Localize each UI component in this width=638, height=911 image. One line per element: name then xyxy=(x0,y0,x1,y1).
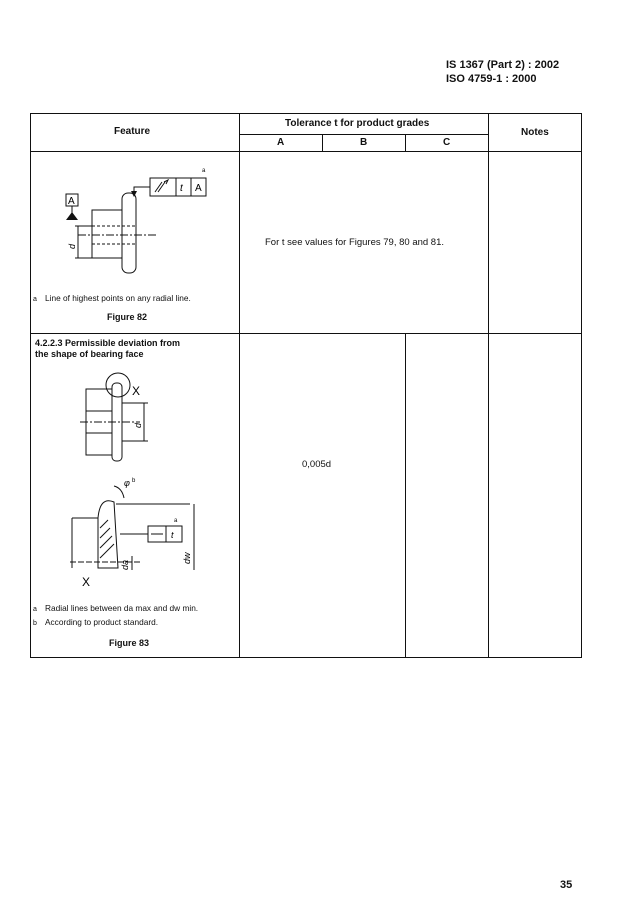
figure-82-caption: Figure 82 xyxy=(107,312,148,322)
page-number: 35 xyxy=(560,879,573,891)
grade-c-header: C xyxy=(443,137,451,148)
grade-a-header: A xyxy=(277,137,285,148)
figure-83-detail-drawing xyxy=(70,478,210,588)
rule-header-bottom xyxy=(31,151,581,152)
rule-bc-row2 xyxy=(405,333,406,657)
fig83d-frame-t: t xyxy=(171,530,174,540)
row2-footnote-b-text: According to product standard. xyxy=(45,617,158,627)
row2-footnote-a-text: Radial lines between da max and dw min. xyxy=(45,603,199,613)
section-title-line1: 4.2.2.3 Permissible deviation from xyxy=(35,338,181,348)
rule-row-separator xyxy=(31,333,581,334)
section-title-line2: the shape of bearing face xyxy=(35,349,144,359)
fig82-datum-triangle xyxy=(66,212,78,220)
fig83d-detail-label: X xyxy=(82,575,91,589)
notes-header: Notes xyxy=(521,127,549,138)
fig83d-hatch3 xyxy=(100,536,112,548)
standard-is-number: IS 1367 (Part 2) : 2002 xyxy=(446,59,560,71)
fig82-leader-arrow xyxy=(131,191,137,197)
figure-83-top-drawing xyxy=(80,375,200,475)
feature-header: Feature xyxy=(114,126,151,137)
runout-icon xyxy=(155,180,168,192)
figure-83-caption: Figure 83 xyxy=(109,638,150,648)
fig83d-callout-mark: a xyxy=(174,518,178,524)
fig83d-dim-da-label: da xyxy=(120,559,130,570)
section-title xyxy=(35,338,180,360)
row1-footnote-mark: a xyxy=(33,296,37,303)
row2-footnote-b-mark: b xyxy=(33,620,37,627)
rule-notes-left xyxy=(488,114,489,657)
row2-footnote-a-mark: a xyxy=(33,606,37,613)
fig83d-hatch2 xyxy=(100,528,110,538)
standard-reference xyxy=(446,58,559,86)
fig83d-angle-arc xyxy=(114,486,124,498)
standard-iso-number: ISO 4759-1 : 2000 xyxy=(446,73,537,85)
rule-bc xyxy=(405,134,406,151)
fig82-datum-letter: A xyxy=(68,196,75,207)
fig83d-angle-mark: b xyxy=(132,478,136,484)
tolerance-header: Tolerance t for product grades xyxy=(285,118,430,129)
fig82-callout-mark: a xyxy=(202,168,206,174)
fig83-dim-d: d xyxy=(133,422,143,428)
fig83d-dim-dw-label: dw xyxy=(182,552,192,564)
rule-feature-right xyxy=(239,114,240,657)
rule-ab xyxy=(322,134,323,151)
row1-tolerance-text: For t see values for Figures 79, 80 and 81. xyxy=(265,237,445,248)
fig82-flange xyxy=(122,193,136,273)
fig83-detail-circle xyxy=(106,373,130,397)
fig83-detail-label: X xyxy=(132,384,141,398)
fig83d-angle-label: φ xyxy=(124,478,130,488)
row2-tolerance-text: 0,005d xyxy=(302,459,332,470)
rule-grade-header xyxy=(239,134,488,135)
fig83d-bearing-face xyxy=(98,501,118,568)
figure-82-drawing xyxy=(58,158,238,298)
fig82-frame-t: t xyxy=(180,183,183,194)
fig82-frame-a: A xyxy=(195,183,202,194)
row2-footnote-b xyxy=(33,617,158,627)
fig82-dim-d: d xyxy=(67,243,77,249)
grade-b-header: B xyxy=(360,137,368,148)
fig83d-hatch1 xyxy=(100,520,108,528)
row2-footnote-a xyxy=(33,603,198,613)
row1-footnote-text: Line of highest points on any radial line. xyxy=(45,293,191,303)
fig82-nut-body xyxy=(92,210,122,258)
